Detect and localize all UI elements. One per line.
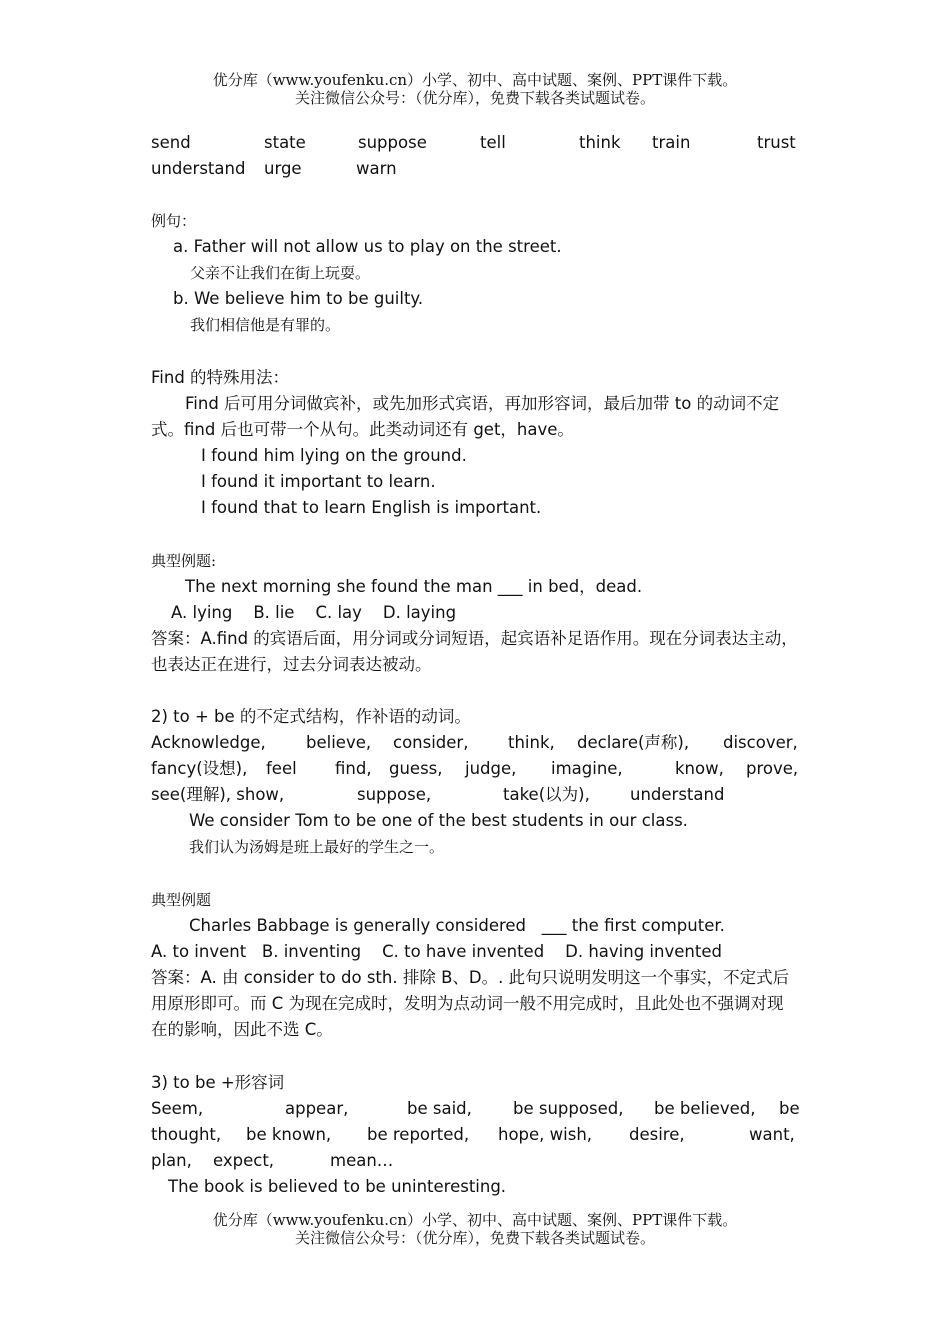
verb-word: feel (266, 759, 297, 778)
verb-word: see(理解), show, (151, 785, 285, 804)
example-a-translation: 父亲不让我们在街上玩耍。 (190, 264, 371, 282)
verb-word: be reported, (367, 1125, 470, 1144)
typical-answer-2: 也表达正在进行，过去分词表达被动。 (151, 655, 432, 674)
verb-word: train (652, 133, 691, 152)
example-b: b. We believe him to be guilty. (173, 289, 424, 308)
typical-options: A. lying B. lie C. lay D. laying (171, 603, 457, 622)
verb-word: Seem, (151, 1099, 204, 1118)
section-3-example: The book is believed to be uninteresting. (168, 1177, 507, 1196)
verb-word: state (264, 133, 306, 152)
verb-word: take(以为), (503, 785, 590, 804)
typical-answer-2-line-1: 答案：A. 由 consider to do sth. 排除 B、D。. 此句只说明发明这一个事实，不定式后 (151, 968, 790, 987)
verb-word: imagine, (551, 759, 623, 778)
header-line-1: 优分库（www.youfenku.cn）小学、初中、高中试题、案例、PPT课件下载。 (212, 71, 738, 89)
header-line-2: 关注微信公众号：（优分库），免费下载各类试题试卷。 (294, 89, 655, 107)
verb-word: believe, (306, 733, 372, 752)
typical-example-title: 典型例题: (151, 552, 217, 570)
typical-answer-2-line-3: 在的影响，因此不选 C。 (151, 1020, 333, 1039)
verb-word: trust (757, 133, 796, 152)
verb-word: declare(声称), (577, 733, 690, 752)
examples-label: 例句： (151, 212, 197, 230)
verb-word: tell (480, 133, 506, 152)
typical-example-2-title: 典型例题 (151, 891, 212, 909)
verb-word: be known, (246, 1125, 332, 1144)
section-3-title: 3) to be +形容词 (151, 1073, 285, 1092)
verb-word: be said, (407, 1099, 472, 1118)
typical-options-2: A. to invent B. inventing C. to have invented D. having invented (151, 942, 722, 961)
find-description-2: 式。find 后也可带一个从句。此类动词还有 get，have。 (151, 420, 574, 439)
verb-word: want, (749, 1125, 795, 1144)
footer-line-2: 关注微信公众号：（优分库），免费下载各类试题试卷。 (294, 1229, 655, 1247)
verb-word: expect, (213, 1151, 275, 1170)
verb-word: be believed, (654, 1099, 756, 1118)
verb-word: understand (630, 785, 725, 804)
verb-word: be (779, 1099, 800, 1118)
verb-word: desire, (629, 1125, 685, 1144)
typical-question: The next morning she found the man ___ in bed，dead. (185, 577, 643, 596)
verb-word: hope, wish, (498, 1125, 593, 1144)
typical-answer-1: 答案：A.find 的宾语后面，用分词或分词短语，起宾语补足语作用。现在分词表达主动， (151, 629, 798, 648)
verb-word: discover, (723, 733, 798, 752)
verb-word: consider, (393, 733, 469, 752)
verb-word: guess, (389, 759, 443, 778)
typical-question-2: Charles Babbage is generally considered ___ the first computer. (189, 916, 725, 935)
example-b-translation: 我们相信他是有罪的。 (190, 316, 341, 334)
find-sentence-3: I found that to learn English is important. (201, 498, 542, 517)
verb-word: urge (264, 159, 302, 178)
verb-word: thought, (151, 1125, 222, 1144)
verb-word: suppose (358, 133, 427, 152)
section-2-example-translation: 我们认为汤姆是班上最好的学生之一。 (189, 838, 445, 856)
verb-word: prove, (746, 759, 799, 778)
verb-word: plan, (151, 1151, 192, 1170)
verb-word: Acknowledge, (151, 733, 266, 752)
verb-word: fancy(设想), (151, 759, 248, 778)
section-2-title: 2) to + be 的不定式结构，作补语的动词。 (151, 707, 471, 726)
verb-word: be supposed, (513, 1099, 624, 1118)
verb-word: find, (335, 759, 372, 778)
verb-word: appear, (285, 1099, 349, 1118)
find-description-1: Find 后可用分词做宾补，或先加形式宾语，再加形容词，最后加带 to 的动词不定 (185, 394, 780, 413)
section-2-example: We consider Tom to be one of the best students in our class. (189, 811, 688, 830)
typical-answer-2-line-2: 用原形即可。而 C 为现在完成时，发明为点动词一般不用完成时，且此处也不强调对现 (151, 994, 784, 1013)
verb-word: know, (675, 759, 724, 778)
verb-word: judge, (465, 759, 517, 778)
verb-word: send (151, 133, 191, 152)
verb-word: suppose, (357, 785, 432, 804)
find-title: Find 的特殊用法： (151, 368, 290, 387)
verb-word: understand (151, 159, 246, 178)
find-sentence-2: I found it important to learn. (201, 472, 436, 491)
verb-word: mean… (330, 1151, 394, 1170)
footer-line-1: 优分库（www.youfenku.cn）小学、初中、高中试题、案例、PPT课件下载。 (212, 1211, 738, 1229)
example-a: a. Father will not allow us to play on the street. (173, 237, 562, 256)
verb-word: think (579, 133, 621, 152)
find-sentence-1: I found him lying on the ground. (201, 446, 467, 465)
verb-word: warn (356, 159, 397, 178)
verb-word: think, (508, 733, 555, 752)
